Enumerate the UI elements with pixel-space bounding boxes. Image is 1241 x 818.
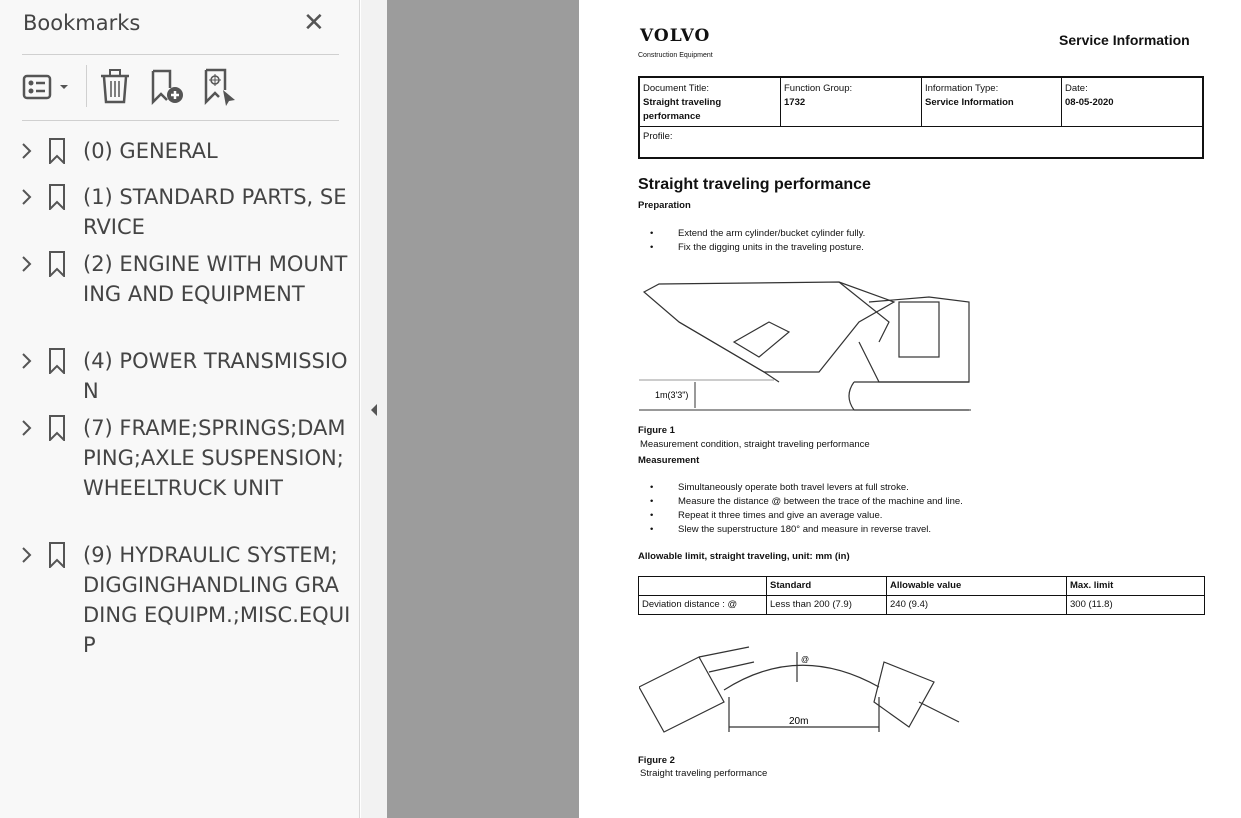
doc-title-cell — [640, 78, 781, 126]
header-right-title: Service Information — [1059, 32, 1190, 48]
panel-title: Bookmarks — [23, 11, 141, 35]
list-options-icon — [22, 68, 74, 108]
divider — [22, 120, 339, 121]
document-title: Straight traveling performance — [638, 176, 871, 193]
chevron-right-icon[interactable] — [20, 346, 34, 376]
table-header: Max. limit — [1067, 577, 1205, 596]
date-cell — [1062, 78, 1202, 126]
bookmark-label: (7) FRAME;SPRINGS;DAMPING;AXLE SUSPENSION; WHEELTRUCK UNIT — [83, 416, 346, 500]
delete-bookmark-button[interactable] — [99, 68, 131, 108]
measurement-list — [638, 481, 963, 537]
preparation-list — [638, 227, 865, 255]
table-header — [639, 577, 767, 596]
table-cell: Deviation distance : @ — [639, 596, 767, 615]
header-table — [638, 76, 1204, 159]
date-label: Date: — [1065, 83, 1088, 94]
table-header: Allowable value — [887, 577, 1067, 596]
figure-2-travel-diagram — [639, 642, 964, 742]
chevron-right-icon[interactable] — [20, 182, 34, 212]
bookmark-icon — [48, 251, 66, 277]
document-background — [387, 0, 579, 818]
measurement-heading: Measurement — [638, 455, 700, 466]
bookmark-icon — [48, 138, 66, 164]
function-group-cell — [781, 78, 922, 126]
limit-heading: Allowable limit, straight traveling, unit: mm (in) — [638, 551, 850, 562]
table-header: Standard — [767, 577, 887, 596]
chevron-right-icon[interactable] — [20, 249, 34, 279]
find-bookmark-button[interactable] — [203, 68, 239, 108]
figure-1-excavator-drawing — [639, 262, 971, 412]
bookmark-add-icon — [150, 68, 186, 108]
divider — [22, 54, 339, 55]
preparation-heading: Preparation — [638, 200, 691, 211]
chevron-right-icon[interactable] — [20, 136, 34, 166]
doc-title-value: Straight traveling performance — [643, 97, 722, 122]
list-item: • Repeat it three times and give an average value. — [638, 509, 963, 523]
bookmark-label: (1) STANDARD PARTS, SERVICE — [83, 185, 347, 239]
toolbar-separator — [86, 65, 87, 107]
table-cell: 240 (9.4) — [887, 596, 1067, 615]
list-item: • Measure the distance @ between the trace of the machine and line. — [638, 495, 963, 509]
info-type-cell — [922, 78, 1062, 126]
bookmark-icon — [48, 415, 66, 441]
limit-table — [638, 576, 1205, 615]
bookmark-label: (4) POWER TRANSMISSION — [83, 349, 348, 403]
profile-cell: Profile: — [640, 126, 1202, 146]
logo-subtitle: Construction Equipment — [638, 52, 713, 59]
pdf-page — [579, 0, 1241, 818]
figure-2-caption: Straight traveling performance — [640, 768, 768, 779]
figure-2-dimension: 20m — [789, 716, 809, 727]
info-type-label: Information Type: — [925, 83, 999, 94]
bookmark-label: (2) ENGINE WITH MOUNTING AND EQUIPMENT — [83, 252, 348, 306]
figure-1-dimension: 1m(3'3") — [655, 390, 689, 400]
list-item: • Simultaneously operate both travel levers at full stroke. — [638, 481, 963, 495]
date-value: 08-05-2020 — [1065, 97, 1114, 108]
options-button[interactable] — [22, 68, 74, 108]
table-header-row — [639, 577, 1205, 596]
bookmark-icon — [48, 348, 66, 374]
bookmark-label: (0) GENERAL — [83, 139, 218, 163]
info-type-value: Service Information — [925, 97, 1014, 108]
table-row — [639, 596, 1205, 615]
bookmarks-panel — [0, 0, 360, 818]
list-item: • Slew the superstructure 180° and measure in reverse travel. — [638, 523, 963, 537]
bookmark-icon — [48, 542, 66, 568]
doc-title-label: Document Title: — [643, 83, 709, 94]
function-group-label: Function Group: — [784, 83, 853, 94]
figure-1-caption: Measurement condition, straight traveling performance — [640, 439, 870, 450]
bookmark-locate-icon — [203, 68, 239, 108]
trash-icon — [99, 68, 131, 108]
table-cell: Less than 200 (7.9) — [767, 596, 887, 615]
volvo-logo: VOLVO — [640, 26, 711, 46]
close-icon[interactable]: ✕ — [303, 8, 325, 38]
list-item: • Extend the arm cylinder/bucket cylinder fully. — [638, 227, 865, 241]
chevron-right-icon[interactable] — [20, 413, 34, 443]
collapse-panel-arrow-icon[interactable] — [368, 402, 380, 422]
figure-1-label: Figure 1 — [638, 425, 675, 436]
chevron-right-icon[interactable] — [20, 540, 34, 570]
bookmark-icon — [48, 184, 66, 210]
figure-2-label: Figure 2 — [638, 755, 675, 766]
add-bookmark-button[interactable] — [150, 68, 186, 108]
bookmark-label: (9) HYDRAULIC SYSTEM;DIGGINGHANDLING GRADING EQUIPM.;MISC.EQUIP — [83, 543, 351, 657]
function-group-value: 1732 — [784, 97, 806, 108]
figure-2-deviation-label: @ — [801, 655, 810, 664]
list-item: • Fix the digging units in the traveling posture. — [638, 241, 865, 255]
table-cell: 300 (11.8) — [1067, 596, 1205, 615]
